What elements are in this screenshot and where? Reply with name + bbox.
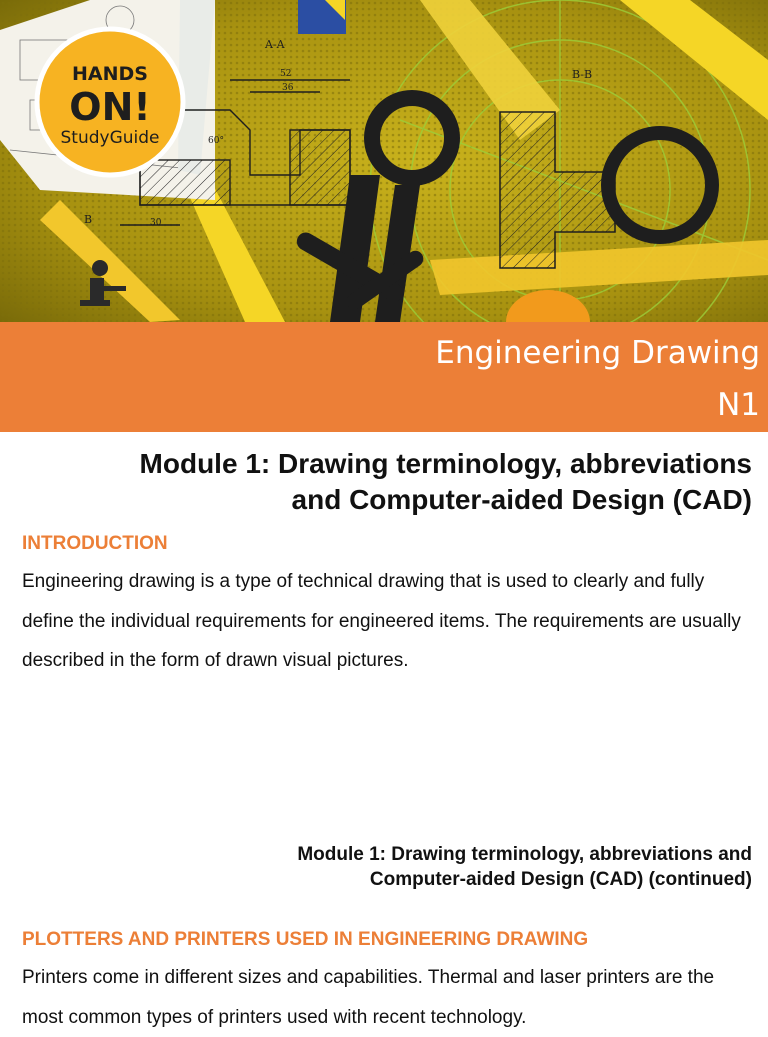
label-b: B xyxy=(84,213,93,226)
badge-line-hands: HANDS xyxy=(72,63,148,85)
badge-line-studyguide: StudyGuide xyxy=(60,128,160,148)
dimension-label: 30 xyxy=(150,218,162,228)
angle-label: 60° xyxy=(208,136,224,146)
title-band xyxy=(0,322,768,432)
module-continued-line-2: Computer-aided Design (CAD) (continued) xyxy=(369,869,752,890)
module-continued-line-1: Module 1: Drawing terminology, abbreviations and xyxy=(297,844,752,865)
module-heading xyxy=(12,446,752,518)
section-bb-label: B-B xyxy=(572,68,593,81)
dimension-label: 36 xyxy=(282,83,294,93)
module-heading-line-1: Module 1: Drawing terminology, abbreviations xyxy=(139,448,752,479)
module-heading-line-2: and Computer-aided Design (CAD) xyxy=(291,484,752,515)
plotters-title: PLOTTERS AND PRINTERS USED IN ENGINEERING DRAWING xyxy=(22,929,589,950)
cover-banner-image xyxy=(0,0,768,322)
badge-line-on: ON! xyxy=(69,85,151,129)
plotters-body: Printers come in different sizes and capabilities. Thermal and laser printers are the most common types of printers used with recent technology. xyxy=(22,967,715,1028)
course-level: N1 xyxy=(717,387,760,423)
introduction-body: Engineering drawing is a type of technical drawing that is used to clearly and fully define the individual requirements for engineered items. The requirements are usually described in the form of drawn visual pictures. xyxy=(22,571,741,671)
course-title: Engineering Drawing xyxy=(435,335,760,371)
hands-on-badge xyxy=(37,29,183,175)
module-continued-heading xyxy=(152,842,752,892)
section-aa-label: A-A xyxy=(265,38,285,51)
dimension-label: 52 xyxy=(280,69,292,79)
introduction-title: INTRODUCTION xyxy=(22,533,168,554)
